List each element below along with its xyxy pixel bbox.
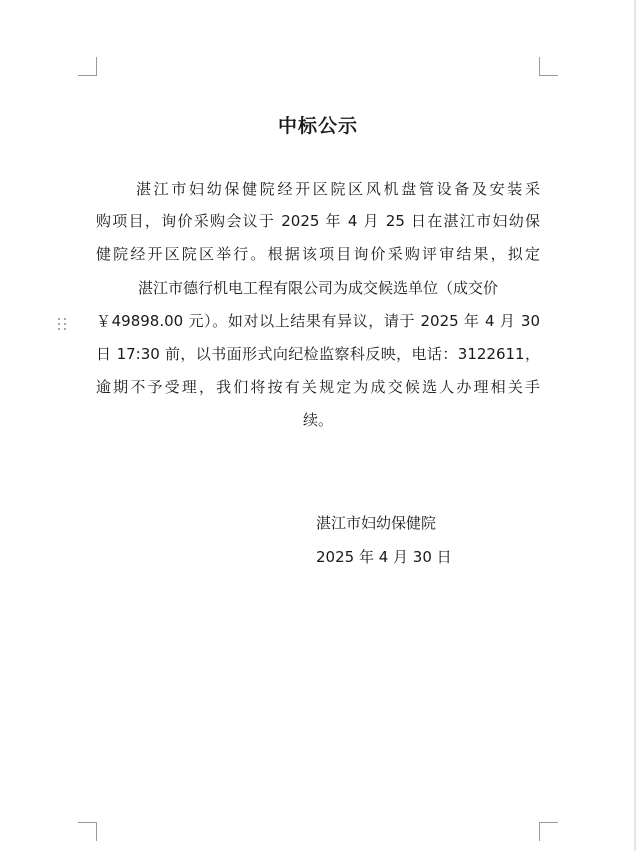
margin-corner-bottom-right — [539, 822, 558, 841]
margin-corner-bottom-left — [78, 822, 97, 841]
body-line: ￥49898.00 元）。如对以上结果有异议，请于 2025 年 4 月 30 — [96, 312, 540, 330]
body-line: 逾期不予受理，我们将按有关规定为成交候选人办理相关手 — [96, 378, 540, 396]
body-line: 日 17:30 前，以书面形式向纪检监察科反映，电话：3122611， — [96, 345, 540, 363]
margin-corner-top-left — [78, 57, 97, 76]
body-line: 湛江市德行机电工程有限公司为成交候选单位（成交价 — [137, 279, 498, 297]
margin-corner-top-right — [539, 57, 558, 76]
body-line: 湛江市妇幼保健院经开区院区风机盘管设备及安装采 — [136, 180, 540, 198]
body-line: 续。 — [302, 411, 333, 429]
signature-date: 2025 年 4 月 30 日 — [316, 548, 452, 566]
body-line: 购项目，询价采购会议于 2025 年 4 月 25 日在湛江市妇幼保 — [96, 212, 540, 230]
document-title: 中标公示 — [277, 115, 358, 137]
body-line: 健院经开区院区举行。根据该项目询价采购评审结果，拟定 — [96, 245, 540, 263]
signature-organization: 湛江市妇幼保健院 — [316, 514, 437, 532]
paragraph-drag-handle-icon[interactable] — [58, 318, 68, 332]
